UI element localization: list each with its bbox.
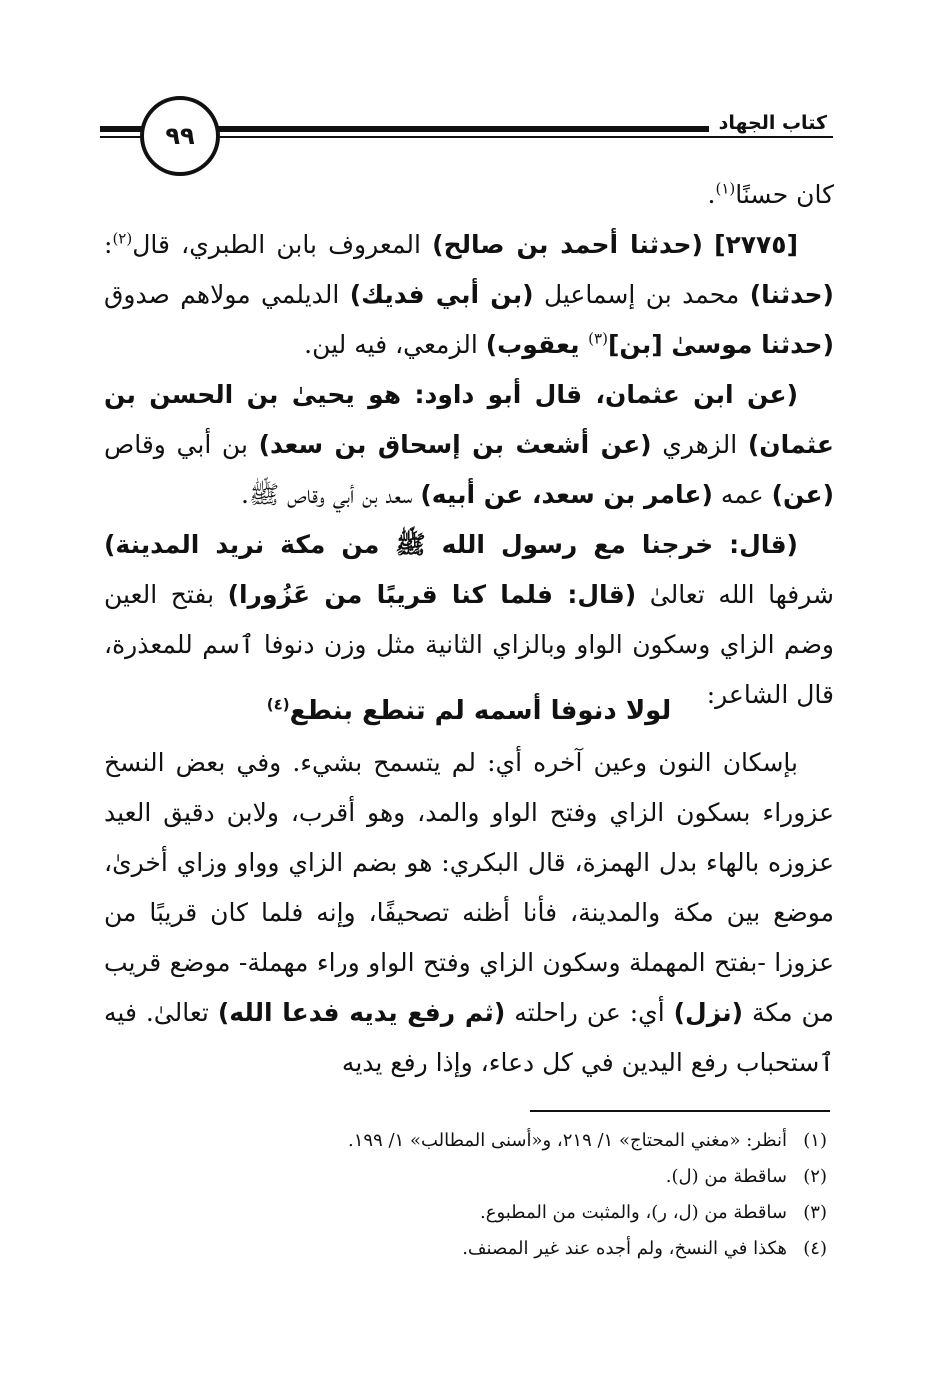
footnote-ref-1: (١) bbox=[715, 179, 736, 198]
main-text bbox=[104, 170, 834, 720]
footnote: (١) أنظر: «مغني المحتاج» ١/ ٢١٩، و«أسنى المطالب» ١/ ١٩٩. bbox=[348, 1130, 827, 1151]
paragraph-4: (قال: خرجنا مع رسول الله ﷺ من مكة نريد المدينة) شرفها الله تعالىٰ (قال: فلما كنا قريبًا من عَزُورا) بفتح العين وضم الزاي وسكون الواو وبالزاي الثانية مثل وزن دنوفا ٱسم للمعذرة، قال الشاعر: bbox=[104, 530, 834, 709]
paragraph-5: بإسكان النون وعين آخره أي: لم يتسمح بشيء. وفي بعض النسخ عزوراء بسكون الزاي وفتح الواو والمد، وهو أقرب، ولابن دقيق العيد عزوزه بالهاء بدل الهمزة، قال البكري: هو بضم الزاي وواو وزاي أخرىٰ، موضع بين مكة والمدينة، فأنا أظنه تصحيفًا، وإنه فلما كان قريبًا من عزوزا -بفتح المهملة وسكون الزاي وفتح الواو وراء مهملة- موضع قريب من مكة (نزل) أي: عن راحلته (ثم رفع يديه فدعا الله) تعالىٰ. فيه ٱستحباب رفع اليدين في كل دعاء، وإذا رفع يديه bbox=[104, 748, 834, 1077]
page-header bbox=[100, 96, 833, 176]
footnote: (٣) ساقطة من (ل، ر)، والمثبت من المطبوع. bbox=[479, 1202, 827, 1223]
running-title: كتاب الجهاد bbox=[709, 112, 833, 134]
footnote-ref-2: (٢) bbox=[112, 229, 133, 248]
page-number: ٩٩ bbox=[140, 96, 220, 176]
paragraph-1: كان حسنًا$^{(١)}$. bbox=[707, 179, 834, 209]
footnote: (٤) هكذا في النسخ، ولم أجده عند غير المصنف. bbox=[462, 1238, 827, 1259]
poetry-verse: لولا دنوفا أسمه لم تنطع بنطع$^{(٤)}$ bbox=[266, 695, 672, 726]
footnotes bbox=[104, 1123, 827, 1267]
paragraph-2: [٢٧٧٥] (حدثنا أحمد بن صالح) المعروف بابن الطبري، قال$^{(٢)}$: (حدثنا) محمد بن إسماعيل (بن أبي فديك) الديلمي مولاهم صدوق (حدثنا موسىٰ [بن]$^{(٣)}$ يعقوب) الزمعي، فيه لين. bbox=[104, 229, 834, 359]
footnote-separator bbox=[530, 1110, 830, 1112]
footnote-ref-3: (٣) bbox=[588, 329, 608, 348]
footnote: (٢) ساقطة من (ل). bbox=[665, 1166, 827, 1187]
paragraph-3: (عن ابن عثمان، قال أبو داود: هو يحيىٰ بن الحسن بن عثمان) الزهري (عن أشعث بن إسحاق بن سعد) بن أبي وقاص (عن) عمه (عامر بن سعد، عن أبيه) سعد بن أبي وقاص ﷺ. bbox=[104, 380, 835, 509]
main-text-continued bbox=[104, 738, 834, 1088]
footnote-ref-4: (٤) bbox=[266, 695, 290, 714]
